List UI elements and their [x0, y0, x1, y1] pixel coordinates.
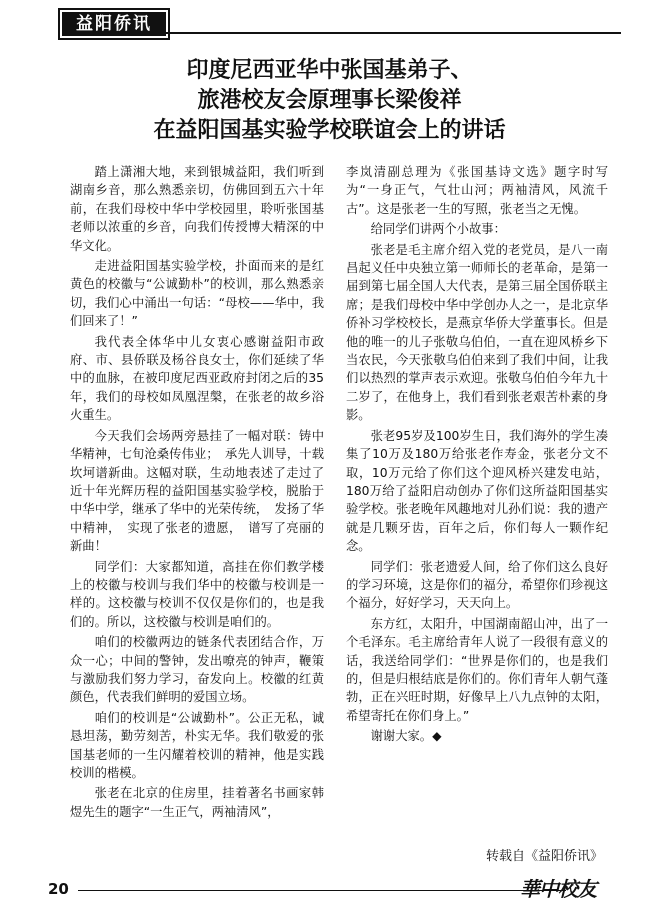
paragraph: 我代表全体华中儿女衷心感谢益阳市政府、市、县侨联及杨谷良女士，你们延续了华中的血脉，在被印度尼西亚政府封闭之后的35年，我们的母校如凤凰涅槃，在张老的故乡浴火重生。 — [70, 334, 324, 423]
paragraph: 走进益阳国基实验学校，扑面而来的是红黄色的校徽与“公诚勤朴”的校训，那么熟悉亲切，我们心中涌出一句话：“母校——华中，我们回来了！” — [70, 259, 324, 329]
source-credit: 转载自《益阳侨讯》 — [486, 849, 604, 864]
paragraph: 咱们的校训是“公诚勤朴”。公正无私，诚恳坦荡，勤劳刻苦，朴实无华。我们敬爱的张国基老师的一生闪耀着校训的精神，他是实践校训的楷模。 — [70, 710, 324, 780]
footer-rule — [78, 890, 566, 891]
paragraph: 李岚清副总理为《张国基诗文选》题字时写为“一身正气，气壮山河；两袖清风，风流千古”。这是张老一生的写照，张老当之无愧。 — [346, 165, 608, 216]
paragraph: 谢谢大家。◆ — [370, 729, 442, 744]
footer-logo: 華中校友 — [520, 877, 596, 901]
paragraph: 同学们：张老遗爱人间，给了你们这么良好的学习环境，这是你们的福分，希望你们珍视这个福分，好好学习，天天向上。 — [346, 559, 608, 611]
title-line: 在益阳国基实验学校联谊会上的讲话 — [153, 118, 506, 143]
paragraph: 今天我们会场两旁悬挂了一幅对联：铸中华精神，七旬沧桑传伟业； 承先人训导，十载坎坷谱新曲。这幅对联，生动地表述了走过了近十年光辉历程的益阳国基实验学校，脱胎于中华中学，继承了华中的光荣传统， 发扬了华中精神， 实现了张老的遗愿， 谱写了亮丽的新曲！ — [70, 428, 324, 554]
article-title — [0, 56, 659, 146]
paragraph: 踏上潇湘大地，来到银城益阳，我们听到湖南乡音，那么熟悉亲切，仿佛回到五六十年前，在我们母校中华中学校园里，聆听张国基老师以浓重的乡音，向我们传授博大精深的中华文化。 — [70, 165, 324, 253]
paragraph: 张老95岁及100岁生日，我们海外的学生凑集了10万及180万给张老作寿金，张老分文不取，10万元给了你们这个迎风桥兴建发电站，180万给了益阳启动创办了你们这所益阳国基实验学校。张老晚年风趣地对儿孙们说：我的遗产就是几颗牙齿，百年之后，你们每人一颗作纪念。 — [346, 428, 608, 554]
paragraph: 咱们的校徽两边的链条代表团结合作，万众一心；中间的警钟，发出嘹亮的钟声，鞭策与激励我们努力学习，奋发向上。校徽的红黄颜色，代表我们鲜明的爱国立场。 — [70, 635, 324, 705]
page-number: 20 — [48, 880, 69, 898]
paragraph: 同学们：大家都知道，高挂在你们教学楼上的校徽与校训与我们华中的校徽与校训是一样的。这校徽与校训不仅仅是你们的，也是我们的。所以，这校徽与校训是咱们的。 — [70, 559, 324, 629]
paragraph: 东方红，太阳升，中国湖南韶山冲，出了一个毛泽东。毛主席给青年人说了一段很有意义的话，我送给同学们：“世界是你们的，也是我们的，但是归根结底是你们的。你们青年人朝气蓬勃，正在兴旺时期，好像早上八九点钟的太阳，希望寄托在你们身上。” — [346, 616, 608, 723]
header-rule — [166, 32, 621, 34]
title-line: 旅港校友会原理事长梁俊祥 — [197, 88, 462, 113]
title-line: 印度尼西亚华中张国基弟子、 — [186, 58, 473, 83]
paragraph: 给同学们讲两个小故事： — [370, 222, 506, 237]
left-column — [70, 163, 324, 823]
paragraph: 张老是毛主席介绍入党的老党员，是八一南昌起义任中央独立第一师师长的老革命，是第一届到第七届全国人大代表，是第三届全国侨联主席；是我们母校中华中学创办人之一，是北京华侨补习学校校长，是燕京华侨大学董事长。但是他的唯一的儿子张敬乌伯伯，一直在迎风桥乡下当农民，今天张敬乌伯伯来到了我们中间，让我们以热烈的掌声表示欢迎。张敬乌伯伯今年九十二岁了，在他身上，我们看到张老艰苦朴素的身影。 — [346, 242, 608, 423]
paragraph: 张老在北京的住房里，挂着著名书画家韩煜先生的题字“一生正气，两袖清风”， — [70, 786, 324, 819]
section-banner: 益阳侨讯 — [58, 8, 170, 40]
right-column — [346, 163, 608, 748]
